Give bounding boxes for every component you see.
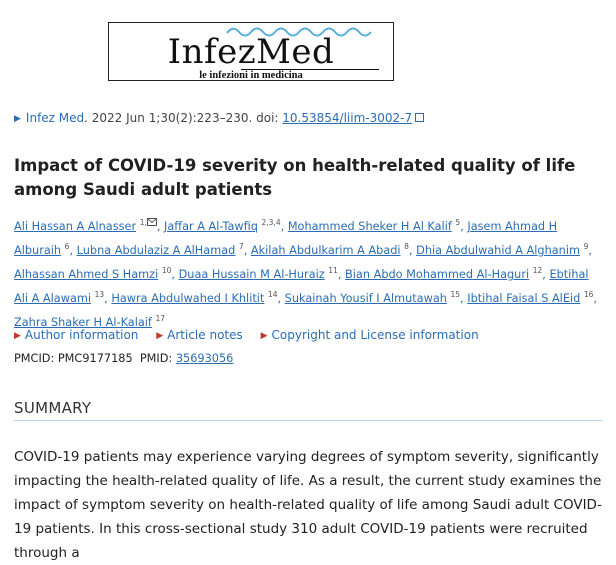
affiliation-sup[interactable]: 9 bbox=[583, 242, 589, 251]
affiliation-sup[interactable]: 2,3,4 bbox=[261, 218, 281, 227]
affiliation-sup[interactable]: 6 bbox=[64, 242, 70, 251]
article-title: Impact of COVID-19 severity on health-related quality of life among Saudi adult patients bbox=[14, 156, 576, 199]
triangle-right-icon: ▶ bbox=[260, 331, 268, 341]
author-link[interactable]: Alhassan Ahmed S Hamzi bbox=[14, 268, 159, 281]
logo-name: InfezMed bbox=[167, 32, 335, 72]
author-link[interactable]: Dhia Abdulwahid A Alghanim bbox=[416, 244, 580, 257]
author-list: Ali Hassan A Alnasser $^{1,}$ , Jaffar A Al-Tawfiq $^{2,3,4}$, Mohammed Sheker H Al Kalif $^5$, Jasem Ahmad H Alburaih $^6$, Lubna Abdulaziz A AlHamad $^7$, Akilah Abdulkarim A Abadi $^8$, Dhia Abdulwahid A Alghanim $^9$, Alhassan Ahmed S Hamzi $^{10}$, Duaa Hussain M Al-Huraiz $^{11}$, Bian Abdo Mohammed Al-Haguri $^{12}$, Ebtihal Ali A Alawami $^{13}$, Hawra Abdulwahed I Khlitit $^{14}$, Sukainah Yousif I Almutawah $^{15}$, Ibtihal Faisal S AlEid $^{16}$, Zahra Shaker H Al-Kalaif $^{17}$ bbox=[14, 218, 598, 329]
article-notes-link[interactable]: Article notes bbox=[167, 328, 243, 342]
author-link[interactable]: Sukainah Yousif I Almutawah bbox=[284, 292, 447, 305]
pmcid-label: PMCID: bbox=[14, 352, 58, 365]
article-notes-toggle[interactable] bbox=[156, 328, 243, 342]
affiliation-sup[interactable]: 17 bbox=[155, 314, 166, 323]
author-link[interactable]: Lubna Abdulaziz A AlHamad bbox=[76, 244, 236, 257]
affiliation-sup[interactable]: 7 bbox=[238, 242, 244, 251]
article-info-links bbox=[14, 327, 493, 344]
author-link[interactable]: Jasem Ahmad H Alburaih bbox=[14, 220, 558, 257]
affiliation-sup[interactable]: 14 bbox=[267, 290, 278, 299]
pmid-label: PMID: bbox=[139, 352, 176, 365]
citation-line bbox=[14, 110, 424, 127]
journal-logo[interactable] bbox=[108, 22, 394, 81]
pmcid-value: PMC9177185 bbox=[57, 352, 133, 365]
affiliation-sup[interactable]: 12 bbox=[532, 266, 543, 275]
affiliation-sup[interactable]: 8 bbox=[404, 242, 409, 251]
pmid-link[interactable]: 35693056 bbox=[175, 352, 234, 365]
affiliation-sup[interactable]: 11 bbox=[328, 266, 338, 275]
author-link[interactable]: Mohammed Sheker H Al Kalif bbox=[287, 220, 452, 233]
external-link-icon[interactable] bbox=[415, 113, 424, 122]
triangle-right-icon: ▶ bbox=[156, 331, 164, 341]
affiliation-sup[interactable]: 5 bbox=[455, 218, 461, 227]
author-link[interactable]: Ali Hassan A Alnasser bbox=[14, 220, 137, 233]
author-information-toggle[interactable] bbox=[14, 328, 138, 342]
copyright-toggle[interactable] bbox=[261, 328, 479, 342]
affiliation-sup[interactable]: 1, bbox=[139, 218, 147, 227]
triangle-right-icon: ▶ bbox=[14, 331, 21, 341]
summary-body bbox=[14, 445, 610, 565]
section-divider bbox=[14, 420, 603, 421]
affiliation-sup[interactable]: 16 bbox=[583, 290, 594, 299]
triangle-right-icon: ▶ bbox=[14, 114, 21, 124]
author-link[interactable]: Jaffar A Al-Tawfiq bbox=[164, 220, 258, 233]
affiliation-sup[interactable]: 15 bbox=[450, 290, 461, 299]
author-link[interactable]: Bian Abdo Mohammed Al-Haguri bbox=[345, 268, 530, 281]
author-link[interactable]: Hawra Abdulwahed I Khlitit bbox=[111, 292, 265, 305]
email-icon[interactable] bbox=[147, 218, 157, 226]
summary-text: COVID-19 patients may experience varying degrees of symptom severity, significantly impacting the health-related quality of life. As a result, the current study examines the impact of symptom severity on health-related quality of life among Saudi adult COVID- 19 patients. In this cross-sectional study 310 adult COVID-19 patients were recruited through a bbox=[14, 449, 602, 561]
citation-date-pages: . 2022 Jun 1;30(2):223–230. doi: bbox=[84, 111, 283, 125]
author-link[interactable]: Zahra Shaker H Al-Kalaif bbox=[14, 316, 152, 329]
copyright-link[interactable]: Copyright and License information bbox=[271, 328, 479, 342]
journal-link[interactable]: Infez Med bbox=[25, 111, 85, 125]
author-link[interactable]: Duaa Hussain M Al-Huraiz bbox=[178, 268, 325, 281]
affiliation-sup[interactable]: 13 bbox=[94, 290, 105, 299]
author-information-link[interactable]: Author information bbox=[24, 328, 139, 342]
doi-link[interactable]: 10.53854/liim-3002-7 bbox=[282, 111, 413, 125]
author-link[interactable]: Ebtihal Ali A Alawami bbox=[14, 268, 589, 305]
author-link[interactable]: Ibtihal Faisal S AlEid bbox=[467, 292, 581, 305]
author-link[interactable]: Akilah Abdulkarim A Abadi bbox=[250, 244, 401, 257]
affiliation-sup[interactable]: 10 bbox=[161, 266, 172, 275]
logo-subtitle: le infezioni in medicina bbox=[199, 70, 303, 81]
article-ids bbox=[14, 351, 233, 367]
summary-heading: SUMMARY bbox=[14, 399, 92, 417]
